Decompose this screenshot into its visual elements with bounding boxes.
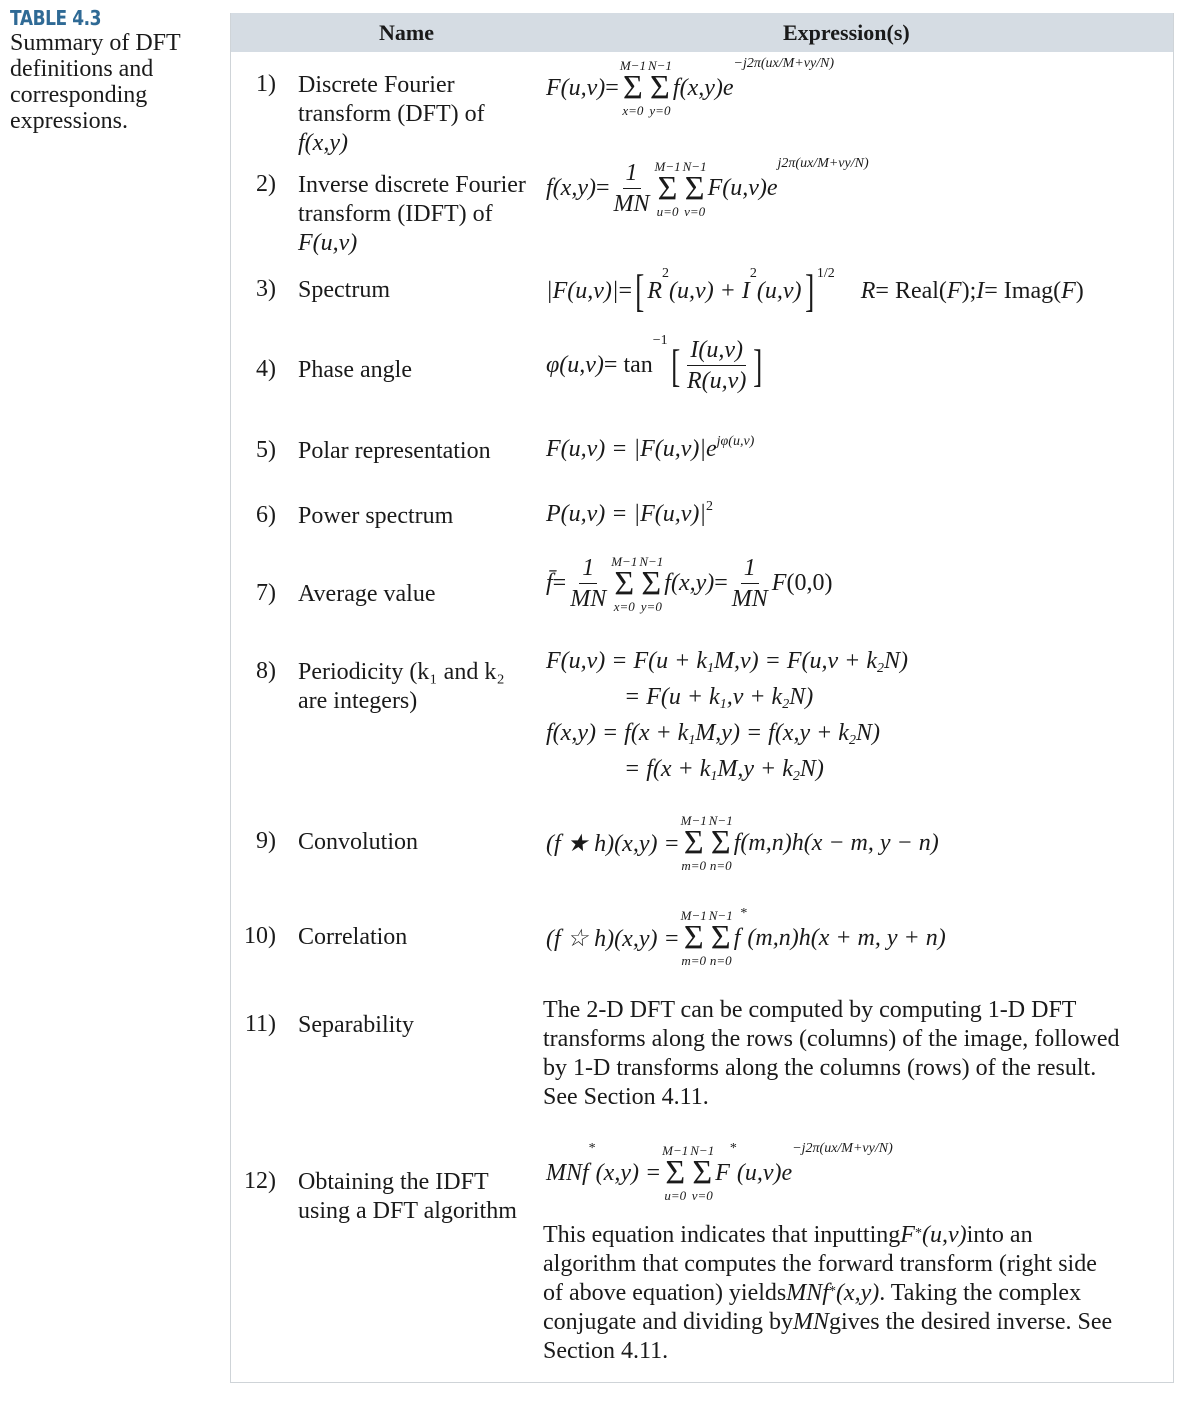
math-superscript: 2: [749, 266, 757, 281]
row-name: Power spectrum: [298, 503, 454, 529]
math-italic: M,y + k: [717, 755, 793, 782]
fraction-numerator: I(u,v): [687, 335, 746, 366]
math-roman: =: [552, 570, 567, 596]
row-number: 12): [244, 1168, 276, 1194]
math-subscript: 1: [688, 733, 696, 748]
table-label: TABLE 4.3: [10, 6, 102, 30]
math-italic: (m,n)h(x + m, y + n): [747, 924, 946, 951]
row-name: Separability: [298, 1012, 414, 1038]
fraction: [614, 158, 650, 219]
summation-upper-limit: N−1: [639, 553, 664, 569]
math-superscript: jφ(u,v): [716, 434, 755, 449]
summation: [683, 159, 707, 219]
math-italic: |F(u,v)|: [546, 277, 619, 304]
expression: [231, 906, 946, 968]
summation-lower-limit: n=0: [709, 953, 732, 968]
expression: [231, 1141, 893, 1203]
math-superscript: 2: [705, 499, 713, 514]
expression-line: [546, 715, 908, 751]
math-superscript: *: [828, 1284, 836, 1299]
math-superscript: *: [588, 1141, 596, 1156]
table-header: [231, 13, 1173, 52]
expression-line: [546, 265, 1084, 316]
summation-lower-limit: v=0: [691, 1188, 713, 1203]
math-superscript: −1: [652, 333, 668, 348]
math-italic: F(u,v): [546, 74, 606, 101]
summation: [709, 908, 733, 968]
row-number: 3): [256, 276, 276, 302]
summation-lower-limit: x=0: [613, 598, 635, 614]
summation-lower-limit: y=0: [649, 103, 671, 118]
math-italic: I: [976, 277, 985, 304]
math-subscript: 1: [707, 661, 714, 676]
fraction-denominator: MN: [613, 191, 650, 217]
column-header-name: Name: [379, 20, 434, 45]
math-subscript: 2: [782, 697, 790, 712]
expression-line: [546, 751, 908, 787]
expression-line: [546, 436, 754, 463]
math-subscript: 2: [848, 733, 856, 748]
sigma-symbol: Σ: [710, 824, 731, 861]
math-roman: );: [961, 277, 977, 304]
summation-upper-limit: N−1: [708, 813, 733, 828]
expression: [231, 333, 763, 396]
summation-lower-limit: u=0: [656, 203, 679, 219]
math-italic: P(u,v) = |F(u,v)|: [546, 501, 706, 527]
summation: [648, 58, 672, 118]
math-italic: F(u,v)e: [707, 175, 778, 201]
summation-lower-limit: y=0: [640, 598, 662, 614]
math-italic: (u,v): [921, 1222, 967, 1248]
expression: [231, 499, 713, 528]
paragraph-line: [543, 1308, 1112, 1337]
summation-lower-limit: u=0: [664, 1188, 687, 1203]
math-superscript: −j2π(ux/M+vy/N): [733, 56, 835, 71]
math-italic: (x,y) =: [595, 1159, 662, 1186]
paragraph-line: [543, 996, 1120, 1025]
math-subscript: 1: [710, 769, 718, 784]
summation: [655, 159, 681, 219]
summation: [690, 1143, 714, 1203]
math-italic: M,y) = f(x,y + k: [695, 719, 849, 746]
expression-line: [546, 643, 908, 679]
math-italic: f(x,y): [664, 570, 715, 596]
row-number: 7): [256, 580, 276, 606]
expression-line: [546, 158, 869, 219]
expression-line: [546, 679, 908, 715]
table-caption-text: Summary of DFT definitions and corresponding expressions.: [10, 30, 181, 134]
paragraph-line: [543, 1025, 1120, 1054]
sigma-symbol: Σ: [623, 69, 643, 106]
math-italic: (u,v): [756, 277, 802, 304]
sigma-symbol: Σ: [692, 1154, 713, 1191]
math-roman: by 1-D transforms along the columns (rows) of the result.: [543, 1055, 1097, 1081]
math-bracket: ]: [753, 339, 763, 391]
math-italic: R: [647, 277, 663, 304]
description-paragraph: [543, 996, 1120, 1112]
fraction-numerator: 1: [741, 553, 759, 584]
math-roman: = tan: [603, 352, 653, 378]
row-number: 4): [256, 356, 276, 382]
math-roman: =: [714, 570, 728, 596]
sigma-symbol: Σ: [650, 69, 670, 106]
summation-lower-limit: n=0: [709, 858, 732, 873]
math-bracket: ]: [804, 265, 814, 316]
row-number: 1): [256, 71, 276, 97]
fraction-numerator: 1: [623, 158, 641, 189]
row-name: Inverse discrete Fourier transform (IDFT) of F(u,v): [298, 172, 526, 256]
summation: [681, 908, 707, 968]
math-italic: f(x,y): [546, 175, 596, 201]
math-italic: F: [771, 570, 787, 596]
math-roman: . Taking the complex: [879, 1280, 1082, 1306]
math-roman: The 2-D DFT can be computed by computing 1-D DFT: [543, 997, 1077, 1023]
summation: [662, 1143, 688, 1203]
row-name: Periodicity (k₁ and k₂ are integers): [298, 659, 505, 714]
math-italic: F(u,v) = |F(u,v)|e: [546, 436, 717, 462]
summation-lower-limit: m=0: [681, 953, 707, 968]
expression-line: [546, 335, 766, 396]
summation-upper-limit: M−1: [654, 158, 681, 174]
sigma-symbol: Σ: [657, 169, 678, 207]
sigma-symbol: Σ: [665, 1154, 686, 1191]
expression: [231, 553, 833, 614]
dft-summary-table: [230, 13, 1174, 1383]
row-name: Phase angle: [298, 357, 412, 383]
math-roman: See Section 4.11.: [543, 1084, 709, 1110]
expression: [231, 643, 908, 787]
row-name: Average value: [298, 581, 436, 607]
math-bracket: [: [670, 339, 680, 391]
math-roman: of above equation) yields: [543, 1280, 787, 1306]
row-name-math: F(u,v): [298, 230, 358, 256]
math-italic: N): [799, 755, 824, 782]
expression: [231, 265, 1084, 316]
math-roman: = Real(: [875, 277, 947, 304]
row-number: 11): [244, 1011, 276, 1037]
math-italic: MNf: [786, 1280, 829, 1306]
math-italic: ,v + k: [726, 683, 783, 710]
math-roman: (0,0): [786, 570, 833, 596]
summation-upper-limit: N−1: [682, 158, 707, 174]
sigma-symbol: Σ: [641, 564, 662, 602]
math-italic: (x,y): [835, 1280, 880, 1306]
expression-line: [546, 1143, 893, 1203]
math-roman: into an: [966, 1222, 1033, 1248]
expression-line: [546, 553, 832, 614]
paragraph-line: [543, 1083, 1120, 1112]
summation: [681, 813, 707, 873]
row-name: Obtaining the IDFT using a DFT algorithm: [298, 1169, 517, 1224]
math-roman: Section 4.11.: [543, 1338, 669, 1364]
math-superscript: *: [914, 1226, 922, 1241]
math-italic: MN: [792, 1309, 829, 1335]
sigma-symbol: Σ: [683, 919, 704, 956]
math-italic: F: [900, 1222, 915, 1248]
math-italic: f(x,y)e: [672, 74, 734, 101]
row-number: 5): [256, 437, 276, 463]
row-name: Spectrum: [298, 277, 390, 303]
math-superscript: 1/2: [816, 266, 835, 281]
math-roman: =: [595, 175, 610, 201]
math-italic: F(u,v) = F(u + k: [546, 647, 707, 674]
summation-upper-limit: M−1: [611, 553, 638, 569]
column-header-expression: Expression(s): [783, 20, 910, 45]
math-roman: =: [605, 74, 619, 101]
math-italic: f(m,n)h(x − m, y − n): [733, 829, 939, 856]
paragraph-line: [543, 1054, 1120, 1083]
summation-lower-limit: v=0: [684, 203, 706, 219]
summation-upper-limit: M−1: [619, 58, 646, 73]
math-italic: N): [855, 719, 880, 746]
math-italic: f̄: [546, 570, 553, 596]
summation-upper-limit: M−1: [680, 813, 707, 828]
math-italic: f(x,y) = f(x + k: [546, 719, 689, 746]
math-superscript: *: [740, 906, 748, 921]
expression: [231, 813, 939, 873]
math-subscript: 1: [719, 697, 727, 712]
sigma-symbol: Σ: [614, 564, 635, 602]
summation: [611, 554, 637, 614]
math-superscript: j2π(ux/M+vy/N): [777, 156, 869, 171]
row-name: Discrete Fourier transform (DFT) of f(x,y): [298, 72, 485, 156]
math-italic: = F(u + k: [624, 683, 720, 710]
fraction: [732, 553, 768, 614]
paragraph-line: [543, 1337, 1112, 1366]
math-italic: M,v) = F(u,v + k: [714, 647, 877, 674]
math-italic: (f ★ h)(x,y) =: [546, 830, 680, 857]
math-roman: This equation indicates that inputting: [543, 1222, 901, 1248]
row-name: Correlation: [298, 924, 408, 950]
math-italic: (u,v) + I: [669, 277, 750, 304]
summation-upper-limit: N−1: [708, 908, 733, 923]
math-italic: (f ☆ h)(x,y) =: [546, 925, 680, 952]
row-name: Polar representation: [298, 438, 491, 464]
summation: [620, 58, 646, 118]
math-italic: f: [733, 924, 741, 951]
math-roman: conjugate and dividing by: [543, 1309, 793, 1335]
expression: [231, 56, 835, 118]
expression-line: [546, 501, 713, 528]
expression-line: [546, 813, 939, 873]
math-italic: = f(x + k: [624, 755, 711, 782]
expression-line: [546, 58, 834, 118]
fraction-numerator: 1: [579, 553, 597, 584]
fraction: [687, 335, 746, 396]
row-name-math: f(x,y): [298, 130, 348, 156]
math-roman: transforms along the rows (columns) of the image, followed: [543, 1026, 1120, 1052]
description-paragraph: [543, 1221, 1112, 1366]
math-bracket: [: [635, 265, 645, 316]
row-number: 8): [256, 658, 276, 684]
math-italic: N): [883, 647, 908, 674]
math-roman: gives the desired inverse. See: [828, 1309, 1113, 1335]
row-number: 9): [256, 828, 276, 854]
math-roman: = Imag(: [984, 277, 1062, 304]
math-roman: ): [1075, 277, 1084, 304]
math-italic: N): [789, 683, 814, 710]
summation-lower-limit: x=0: [622, 103, 644, 118]
math-roman: =: [618, 277, 633, 304]
paragraph-line: [543, 1279, 1112, 1308]
fraction-denominator: R(u,v): [687, 368, 747, 394]
sigma-symbol: Σ: [683, 824, 704, 861]
math-italic: (u,v)e: [736, 1159, 793, 1186]
expression: [231, 156, 869, 219]
math-superscript: 2: [662, 266, 670, 281]
summation-upper-limit: M−1: [680, 908, 707, 923]
math-italic: MNf: [546, 1159, 589, 1186]
summation-upper-limit: N−1: [647, 58, 672, 73]
math-roman: algorithm that computes the forward transform (right side: [543, 1251, 1097, 1277]
math-italic: φ(u,v): [546, 352, 604, 378]
expression-line: [546, 908, 946, 968]
sigma-symbol: Σ: [710, 919, 731, 956]
math-subscript: 2: [792, 769, 800, 784]
paragraph-line: [543, 1221, 1112, 1250]
row-number: 2): [256, 171, 276, 197]
summation-upper-limit: M−1: [662, 1143, 689, 1158]
row-number: 10): [244, 923, 276, 949]
math-italic: F: [946, 277, 962, 304]
math-subscript: 2: [876, 661, 884, 676]
math-superscript: −j2π(ux/M+vy/N): [792, 1141, 893, 1156]
paragraph-line: [543, 1250, 1112, 1279]
summation-lower-limit: m=0: [681, 858, 707, 873]
math-italic: F: [715, 1159, 730, 1186]
math-italic: R: [860, 277, 876, 304]
row-number: 6): [256, 502, 276, 528]
expression: [231, 434, 755, 463]
math-superscript: *: [729, 1141, 737, 1156]
summation-upper-limit: N−1: [690, 1143, 715, 1158]
fraction-denominator: MN: [570, 586, 607, 612]
summation: [639, 554, 663, 614]
table-caption: [10, 6, 220, 134]
fraction: [570, 553, 606, 614]
row-name: Convolution: [298, 829, 419, 855]
fraction-denominator: MN: [731, 586, 768, 612]
sigma-symbol: Σ: [684, 169, 705, 207]
summation: [709, 813, 733, 873]
math-italic: F: [1061, 277, 1076, 304]
